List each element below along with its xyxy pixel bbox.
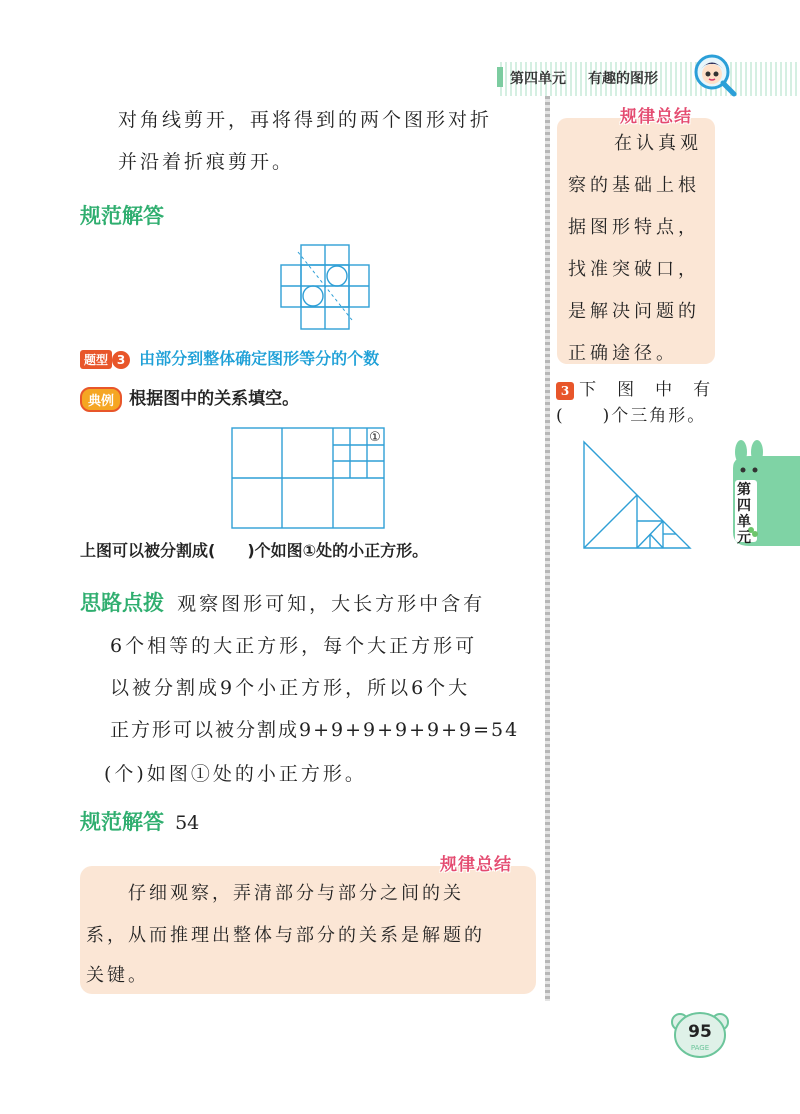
page-word: PAGE <box>690 1044 710 1052</box>
cross-cut-figure <box>280 244 374 330</box>
side-summary-line-5: 是解决问题的 <box>568 301 700 322</box>
hint-heading: 思路点拨 <box>80 591 164 615</box>
hint-line-4: 正方形可以被分割成9+9+9+9+9+9=54 <box>110 719 520 741</box>
triangle-figure <box>582 440 694 552</box>
fill-question: 上图可以被分割成( )个如图①处的小正方形。 <box>80 541 429 560</box>
example-badge: 典例 <box>80 387 122 412</box>
hint-line-2: 6个相等的大正方形，每个大正方形可 <box>110 635 478 657</box>
answer-heading-2: 规范解答 <box>80 810 164 834</box>
example-line <box>80 384 299 412</box>
intro-line-2: 并沿着折痕剪开。 <box>118 151 295 173</box>
hint-line-1: 观察图形可知，大长方形中含有 <box>177 593 486 615</box>
header-title <box>510 68 658 88</box>
header-marker <box>497 67 503 87</box>
summary-line-3: 关键。 <box>86 965 149 986</box>
hint-line-5: (个)如图①处的小正方形。 <box>104 763 367 785</box>
answer-heading-1: 规范解答 <box>80 204 164 228</box>
side-summary-line-6: 正确途径。 <box>568 343 678 364</box>
type-title: 由部分到整体确定图形等分的个数 <box>139 349 380 368</box>
summary-tag-bottom: 规律总结 <box>440 855 512 875</box>
summary-line-2: 系，从而推理出整体与部分的关系是解题的 <box>86 925 485 946</box>
side-summary-line-1: 在认真观 <box>614 133 702 154</box>
page-number-badge <box>670 1006 730 1060</box>
summary-tag-side: 规律总结 <box>620 107 692 127</box>
exercise-line-1: 下 图 中 有 <box>579 380 713 400</box>
type-number: 3 <box>112 351 130 369</box>
side-summary-line-3: 据图形特点， <box>568 217 700 238</box>
unit-label: 第四单元 <box>510 71 566 87</box>
question-type-line <box>80 346 379 369</box>
answer-2-row <box>80 806 199 836</box>
hint-line-3: 以被分割成9个小正方形，所以6个大 <box>110 677 471 699</box>
rectangle-grid-figure <box>230 426 386 530</box>
figure-label-1: ① <box>369 430 381 445</box>
mascot-magnifier-icon <box>692 52 738 98</box>
hint-line-1-row <box>80 584 485 624</box>
page-number: 95 <box>688 1022 712 1042</box>
example-text: 根据图中的关系填空。 <box>129 389 300 409</box>
side-summary-line-4: 找准突破口， <box>568 259 700 280</box>
column-divider <box>545 96 550 1001</box>
exercise-line-2: ( )个三角形。 <box>556 406 707 426</box>
answer-value: 54 <box>175 812 200 834</box>
unit-title: 有趣的图形 <box>588 71 658 87</box>
exercise-number: 3 <box>556 382 574 400</box>
side-summary-line-2: 察的基础上根 <box>568 175 700 196</box>
summary-line-1: 仔细观察，弄清部分与部分之间的关 <box>128 883 464 904</box>
unit-tab-label: 第四单元 <box>737 482 751 546</box>
type-tag: 题型 <box>80 350 112 369</box>
intro-line-1: 对角线剪开，再将得到的两个图形对折 <box>118 109 493 131</box>
